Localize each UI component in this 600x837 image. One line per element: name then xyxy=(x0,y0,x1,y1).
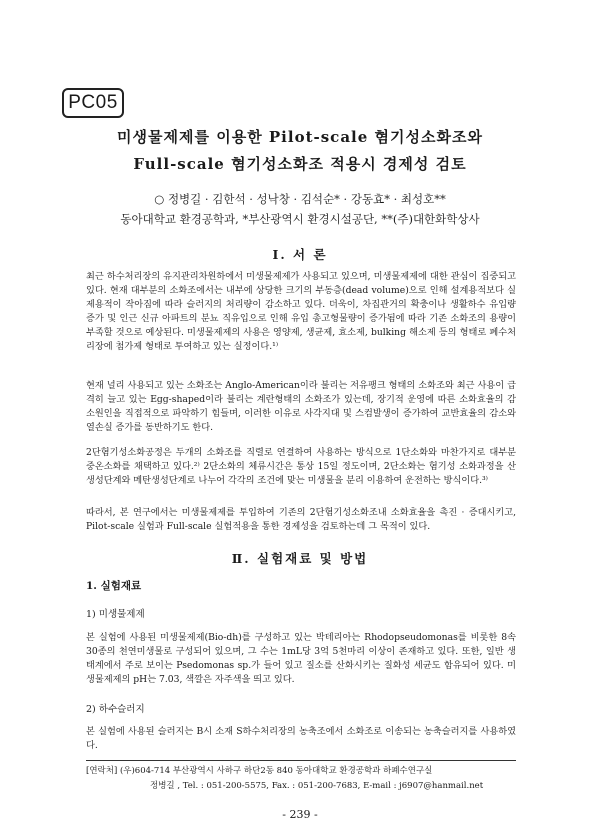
paragraph: 최근 하수처리장의 유지관리차원하에서 미생물제제가 사용되고 있으며, 미생물제제에 대한 관심이 집중되고 있다. 현재 대부분의 소화조에서는 내부에 상당한 크기의 부동층(dead volume)으로 인해 설계용적보다 실제용적이 작아짐에 따라 슬러지의 처리량이 감소하고 있다. 더욱이, 차집관거의 확충이나 생활하수 유입량 증가 및 인근 신규 아파트의 분뇨 직유입으로 인해 유입 총고형물량이 증가됨에 따라 기존 소화조의 용량이 부족할 것으로 예상된다. 미생물제제의 사용은 영양제, 생균제, 효소제, bulking 해소제 등의 형태로 폐수처리장에 첨가제 형태로 투여하고 있는 실정이다.¹⁾ xyxy=(86,271,516,352)
section-heading-materials-methods: Ⅱ. 실험재료 및 방법 xyxy=(231,551,369,566)
contact-address: [연락처] (우)604-714 부산광역시 사하구 하단2동 840 동아대학교 환경공학과 하폐수연구실 xyxy=(86,766,433,776)
title-line-2: Full-scale 혐기성소화조 적용시 경제성 검토 xyxy=(133,155,467,173)
subsubsection-heading: 2) 하수슬러지 xyxy=(86,704,145,715)
section-heading-introduction: Ⅰ. 서 론 xyxy=(272,247,328,262)
author-list: ○ 정병길 · 김한석 · 성낙창 · 김석순* · 강동효* · 최성호** xyxy=(154,192,446,206)
title-line-1: 미생물제제를 이용한 Pilot-scale 혐기성소화조와 xyxy=(117,128,483,146)
subsection-heading: 1. 실험재료 xyxy=(86,580,142,592)
contact-details: 정병길 , Tel. : 051-200-5575, Fax. : 051-200-7683, E-mail : j6907@hanmail.net xyxy=(150,781,484,791)
paragraph: 따라서, 본 연구에서는 미생물제제를 투입하여 기존의 2단혐기성소화조내 소화효율을 촉진 · 증대시키고, Pilot-scale 실험과 Full-scale 실험적용을 통한 경제성을 검토하는데 그 목적이 있다. xyxy=(86,507,516,532)
footer-divider xyxy=(86,760,516,761)
subsubsection-heading: 1) 미생물제제 xyxy=(86,609,145,620)
page-number: - 239 - xyxy=(282,808,318,821)
paragraph: 2단혐기성소화공정은 두개의 소화조를 직렬로 연결하여 사용하는 방식으로 1단소화와 마찬가지로 대부분 중온소화를 채택하고 있다.²⁾ 2단소화의 체류시간은 통상 15일 정도이며, 2단소화는 혐기성 소화과정을 산생성단계와 메탄생성단계로 나누어 각각의 조건에 맞는 미생물을 분리 이용하여 운전하는 방식이다.³⁾ xyxy=(86,447,516,486)
paragraph: 본 실험에 사용된 미생물제제(Bio-dh)를 구성하고 있는 박테리아는 Rhodopseudomonas를 비롯한 8속 30종의 천연미생물로 구성되어 있으며, 그 수는 1mL당 3억 5천마리 이상이 존재하고 있다. 또한, 일반 생태계에서 주로 보이는 Psedomonas sp.가 들어 있고 질소를 산화시키는 질화성 세균도 함유되어 있다. 미생물제제의 pH는 7.03, 색깔은 자주색을 띄고 있다. xyxy=(86,632,516,685)
affiliation: 동아대학교 환경공학과, *부산광역시 환경시설공단, **(주)대한화학상사 xyxy=(120,212,480,226)
paragraph: 현재 널리 사용되고 있는 소화조는 Anglo-American이라 불리는 저유팽크 형태의 소화조와 최근 사용이 급격히 늘고 있는 Egg-shaped이라 불리는 계란형태의 소화조가 있는데, 장기적 운영에 따른 소화효율의 감소원인을 직접적으로 파악하기 힘들며, 이러한 이유로 사각지대 및 스컴발생이 증가하여 교반효율의 감소와 열손실 증가를 동반하기도 한다. xyxy=(86,380,516,433)
paragraph: 본 실험에 사용된 슬러지는 B시 소재 S하수처리장의 농축조에서 소화조로 이송되는 농축슬러지를 사용하였다. xyxy=(86,726,516,751)
paper-code-tag: PC05 xyxy=(62,88,124,118)
